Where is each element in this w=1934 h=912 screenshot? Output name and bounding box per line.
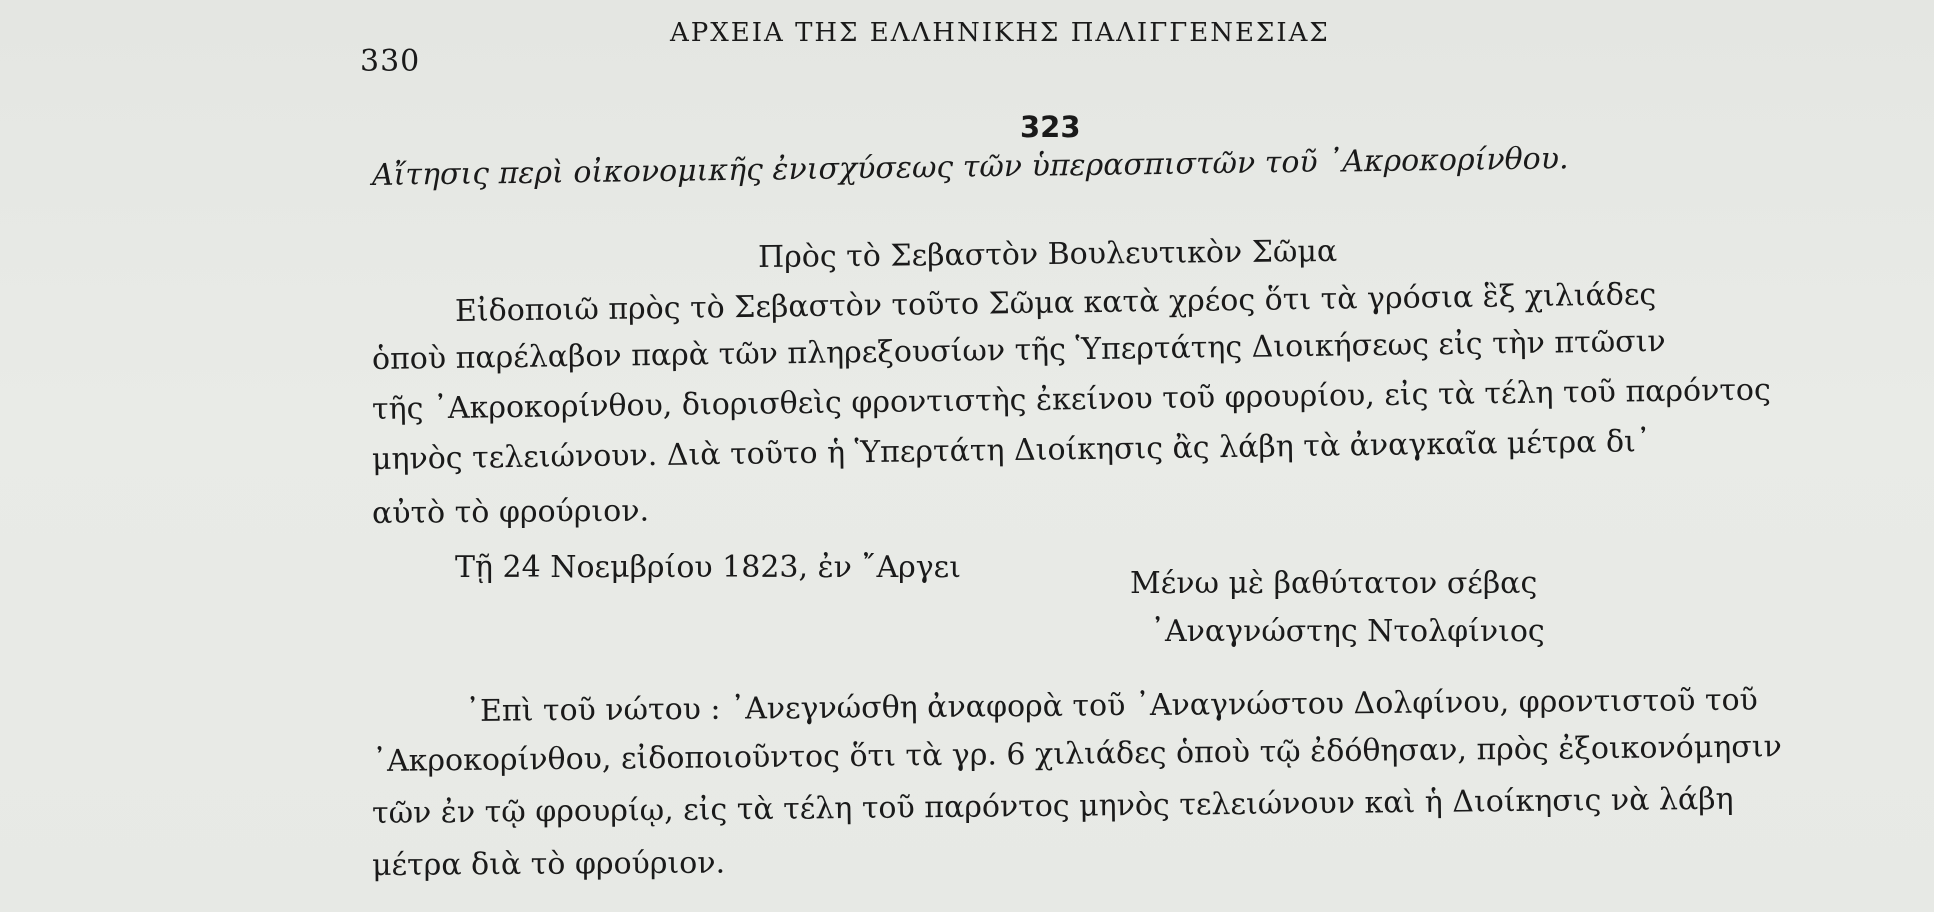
body-line: αὐτὸ τὸ φρούριον. xyxy=(371,493,650,531)
note-line: ᾿Επὶ τοῦ νώτου : ᾿Ανεγνώσθη ἀναφορὰ τοῦ ᾿Αναγνώστου Δολφίνου, φροντιστοῦ τοῦ xyxy=(464,682,1758,729)
signature: ᾿Αναγνώστης Ντολφίνιος xyxy=(1150,614,1545,649)
closing-formula: Μένω μὲ βαθύτατον σέβας xyxy=(1130,566,1538,601)
document-number: 323 xyxy=(1020,110,1081,144)
page-number: 330 xyxy=(360,44,421,79)
note-line: μέτρα διὰ τὸ φρούριον. xyxy=(371,845,726,883)
addressee-line: Πρὸς τὸ Σεβαστὸν Βουλευτικὸν Σῶμα xyxy=(757,233,1338,275)
body-line: τῆς ᾿Ακροκορίνθου, διορισθεὶς φροντιστὴς ἐκείνου τοῦ φρουρίου, εἰς τὰ τέλη τοῦ παρόντος xyxy=(371,372,1772,427)
body-line: μηνὸς τελειώνουν. Διὰ τοῦτο ἡ Ὑπερτάτη Διοίκησις ἂς λάβη τὰ ἀναγκαῖα μέτρα δι᾿ xyxy=(371,424,1652,477)
document-title: Αἴτησις περὶ οἰκονομικῆς ἐνισχύσεως τῶν ὑπερασπιστῶν τοῦ ᾿Ακροκορίνθου. xyxy=(371,141,1569,193)
note-line: ᾿Ακροκορίνθου, εἰδοποιοῦντος ὅτι τὰ γρ. 6 χιλιάδες ὁποὺ τῷ ἐδόθησαν, πρὸς ἐξοικονόμησιν xyxy=(371,729,1782,779)
running-head: ΑΡΧΕΙΑ ΤΗΣ ΕΛΛΗΝΙΚΗΣ ΠΑΛΙΓΓΕΝΕΣΙΑΣ xyxy=(670,18,1330,48)
date-place: Τῇ 24 Νοεμβρίου 1823, ἐν ῎Αργει xyxy=(455,550,961,585)
body-line: ὁποὺ παρέλαβον παρὰ τῶν πληρεξουσίων τῆς Ὑπερτάτης Διοικήσεως εἰς τὴν πτῶσιν xyxy=(371,323,1666,377)
body-line: Εἰδοποιῶ πρὸς τὸ Σεβαστὸν τοῦτο Σῶμα κατὰ χρέος ὅτι τὰ γρόσια ἓξ χιλιάδες xyxy=(454,277,1657,329)
note-line: τῶν ἐν τῷ φρουρίῳ, εἰς τὰ τέλη τοῦ παρόντος μηνὸς τελειώνουν καὶ ἡ Διοίκησις νὰ λάβη xyxy=(371,781,1734,831)
